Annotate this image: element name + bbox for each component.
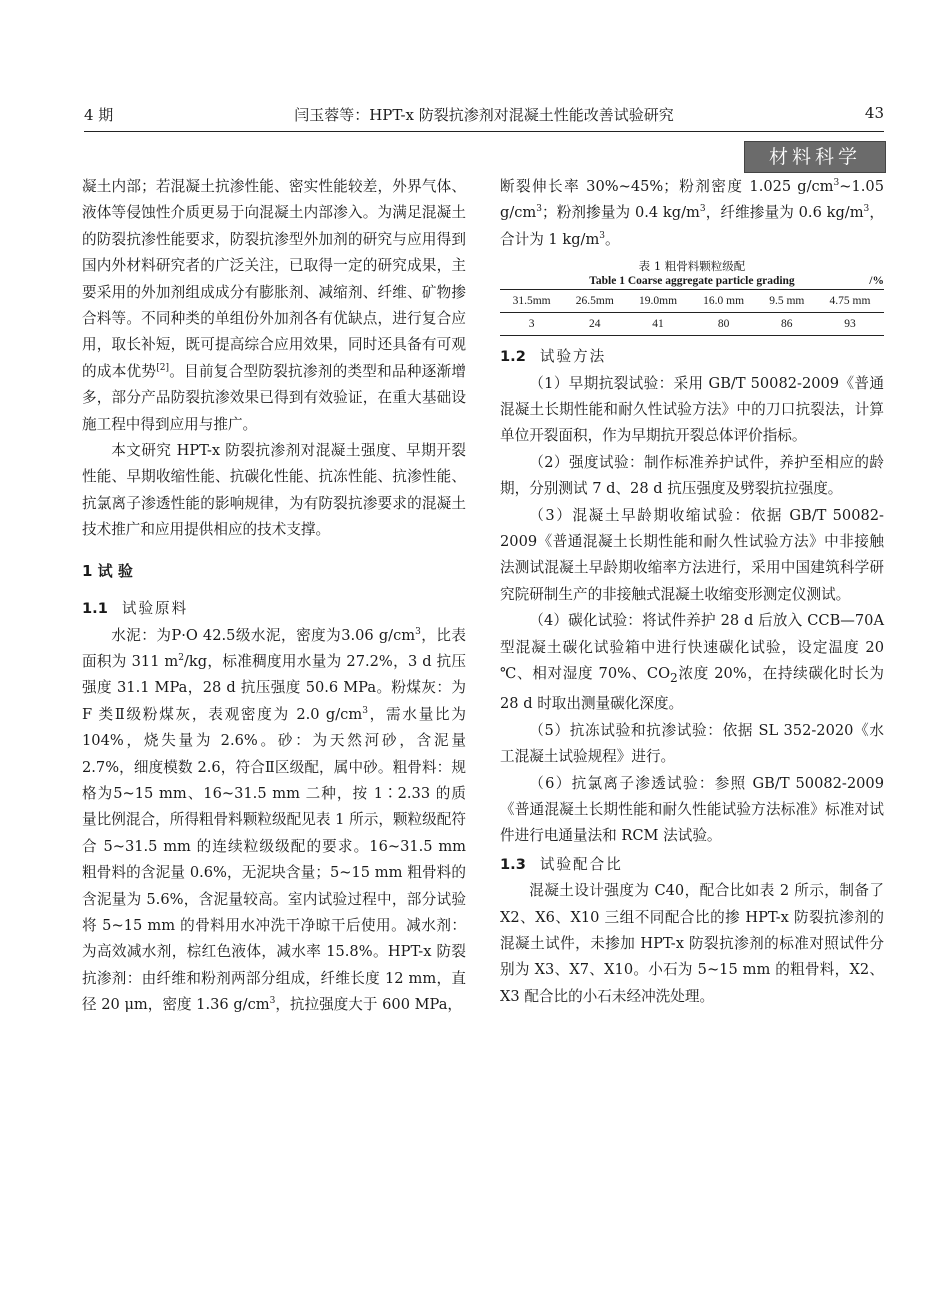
method-5-paragraph: （5）抗冻试验和抗渗试验：依据 SL 352-2020《水工混凝土试验规程》进行。: [500, 721, 884, 766]
table-cell: 86: [781, 318, 793, 331]
table-header-row: [500, 290, 884, 313]
subsection-heading-1-3: 1.3 试验配合比: [500, 855, 623, 873]
table-cell: 93: [844, 318, 856, 331]
section-heading-1: 1 试 验: [82, 561, 133, 580]
table-header-cell: 16.0 mm: [703, 295, 745, 308]
citation-ref[interactable]: [2]: [156, 362, 169, 373]
issue-number: 4 期: [84, 106, 114, 124]
page-number: 43: [864, 104, 884, 122]
section-badge: 材料科学: [744, 141, 886, 173]
subsection-heading-1-1: 1.1 试验原料: [82, 600, 189, 618]
aim-paragraph: 本文研究 HPT-x 防裂抗渗剂对混凝土强度、早期开裂性能、早期收缩性能、抗碳化性能、抗冻性能、抗渗性能、抗氯离子渗透性能的影响规律，为有防裂抗渗要求的混凝土技术推广和应用提供相应的技术支撑。: [82, 442, 466, 539]
table-1: [500, 289, 884, 336]
header-rule: [84, 131, 884, 132]
table-header-cell: 31.5mm: [512, 295, 551, 308]
table-1-caption-en: Table 1 Coarse aggregate particle grading /%: [589, 275, 884, 288]
intro-paragraph: 凝土内部；若混凝土抗渗性能、密实性能较差，外界气体、液体等侵蚀性介质更易于向混凝土内部渗入。为满足混凝土的防裂抗渗性能要求，防裂抗渗型外加剂的研究与应用得到国内外材料研究者的广泛关注，已取得一定的研究成果，主要采用的外加剂组成成分有膨胀剂、减缩剂、纤维、矿物掺合料等。不同种类的单组份外加剂各有优缺点，进行复合应用，取长补短，既可提高综合应用效果，同时还具备有可观的成本优势[2]。目前复合型防裂抗渗剂的类型和品种逐渐增多，部分产品防裂抗渗效果已得到有效验证，在重大基础设施工程中得到应用与推广。: [82, 178, 466, 433]
subsection-heading-1-2: 1.2 试验方法: [500, 348, 607, 366]
table-cell: 80: [717, 318, 730, 331]
table-cell: 3: [528, 318, 535, 331]
table-header-cell: 4.75 mm: [829, 295, 871, 308]
right-column: [500, 174, 884, 1010]
admixture-paragraph: 断裂伸长率 30%~45%；粉剂密度 1.025 $g/cm^3\sim 1.05$ $g/cm^3$；粉剂掺量为 0.4 $kg/m^3$，纤维掺量为 0.6 $kg/m^3$，合计为 1 $kg/m^3$。: [500, 178, 884, 248]
method-4-paragraph: （4）碳化试验：将试件养护 28 d 后放入 CCB—70A 型混凝土碳化试验箱中进行快速碳化试验，设定温度 20 ℃、相对湿度 70%、$CO_2$浓度 20%，在持续碳化时长为 28 d 时取出测量碳化深度。: [500, 612, 884, 713]
materials-paragraph: 水泥：为P·O 42.5级水泥，密度为3.06 $g/cm^3$，比表面积为 311 $m^2/kg$，标准稠度用水量为 27.2%，3 d 抗压强度 31.1 MPa，28 d 抗压强度 50.6 MPa。粉煤灰：为 F 类Ⅱ级粉煤灰，表观密度为 2.0 $g/cm^3$，需水量比为 104%，烧失量为 2.6%。砂：为天然河砂，含泥量 2.7%，细度模数 2.6，符合Ⅱ区级配，属中砂。粗骨料：规格为5~15 mm、16~31.5 mm 二种，按 1∶2.33 的质量比例混合，所得粗骨料颗粒级配见表 1 所示，颗粒级配符合 5~31.5 mm 的连续粒级级配的要求。16~31.5 mm 粗骨料的含泥量 0.6%，无泥块含量；5~15 mm 粗骨料的含泥量为 5.6%，含泥量较高。室内试验过程中，部分试验将 5~15 mm 的骨料用水冲洗干净晾干后使用。减水剂：为高效减水剂，棕红色液体，减水率 15.8%。HPT-x 防裂抗渗剂：由纤维和粉剂两部分组成，纤维长度 12 mm，直径 20 μm，密度 1.36 $g/cm^3$，抗拉强度大于 600 MPa，: [82, 626, 466, 1014]
method-3-paragraph: （3）混凝土早龄期收缩试验：依据 GB/T 50082-2009《普通混凝土长期性能和耐久性试验方法》中非接触法测试混凝土早龄期收缩率方法进行，采用中国建筑科学研究院研制生产的非接触式混凝土收缩变形测定仪测试。: [500, 506, 884, 603]
table-header-cell: 26.5mm: [575, 295, 614, 308]
mix-ratio-paragraph: 混凝土设计强度为 C40，配合比如表 2 所示，制备了 X2、X6、X10 三组不同配合比的掺 HPT-x 防裂抗渗剂的混凝土试件，未掺加 HPT-x 防裂抗渗剂的标准对照试件分别为 X3、X7、X10。小石为 5~15 mm 的粗骨料，X2、X3 配合比的小石未经冲洗处理。: [500, 882, 884, 1005]
method-6-paragraph: （6）抗氯离子渗透试验：参照 GB/T 50082-2009《普通混凝土长期性能和耐久性能试验方法标准》标准对试件进行电通量法和 RCM 法试验。: [500, 774, 884, 845]
method-1-paragraph: （1）早期抗裂试验：采用 GB/T 50082-2009《普通混凝土长期性能和耐久性试验方法》中的刀口抗裂法，计算单位开裂面积，作为早期抗开裂总体评价指标。: [500, 374, 884, 445]
table-1-unit: /%: [869, 275, 884, 288]
table-cell: 41: [652, 318, 664, 331]
table-1-caption-cn: 表 1 粗骨料颗粒级配: [638, 259, 746, 274]
method-2-paragraph: （2）强度试验：制作标准养护试件，养护至相应的龄期，分别测试 7 d、28 d 抗压强度及劈裂抗拉强度。: [500, 453, 884, 498]
left-column: [82, 174, 466, 1019]
running-title: 闫玉蓉等：HPT-x 防裂抗渗剂对混凝土性能改善试验研究: [294, 106, 674, 124]
table-1-caption: [500, 259, 884, 289]
table-cell: 24: [589, 318, 601, 331]
table-header-cell: 9.5 mm: [769, 295, 805, 308]
running-header: [84, 104, 884, 128]
table-row: [500, 313, 884, 336]
table-header-cell: 19.0mm: [639, 295, 678, 308]
